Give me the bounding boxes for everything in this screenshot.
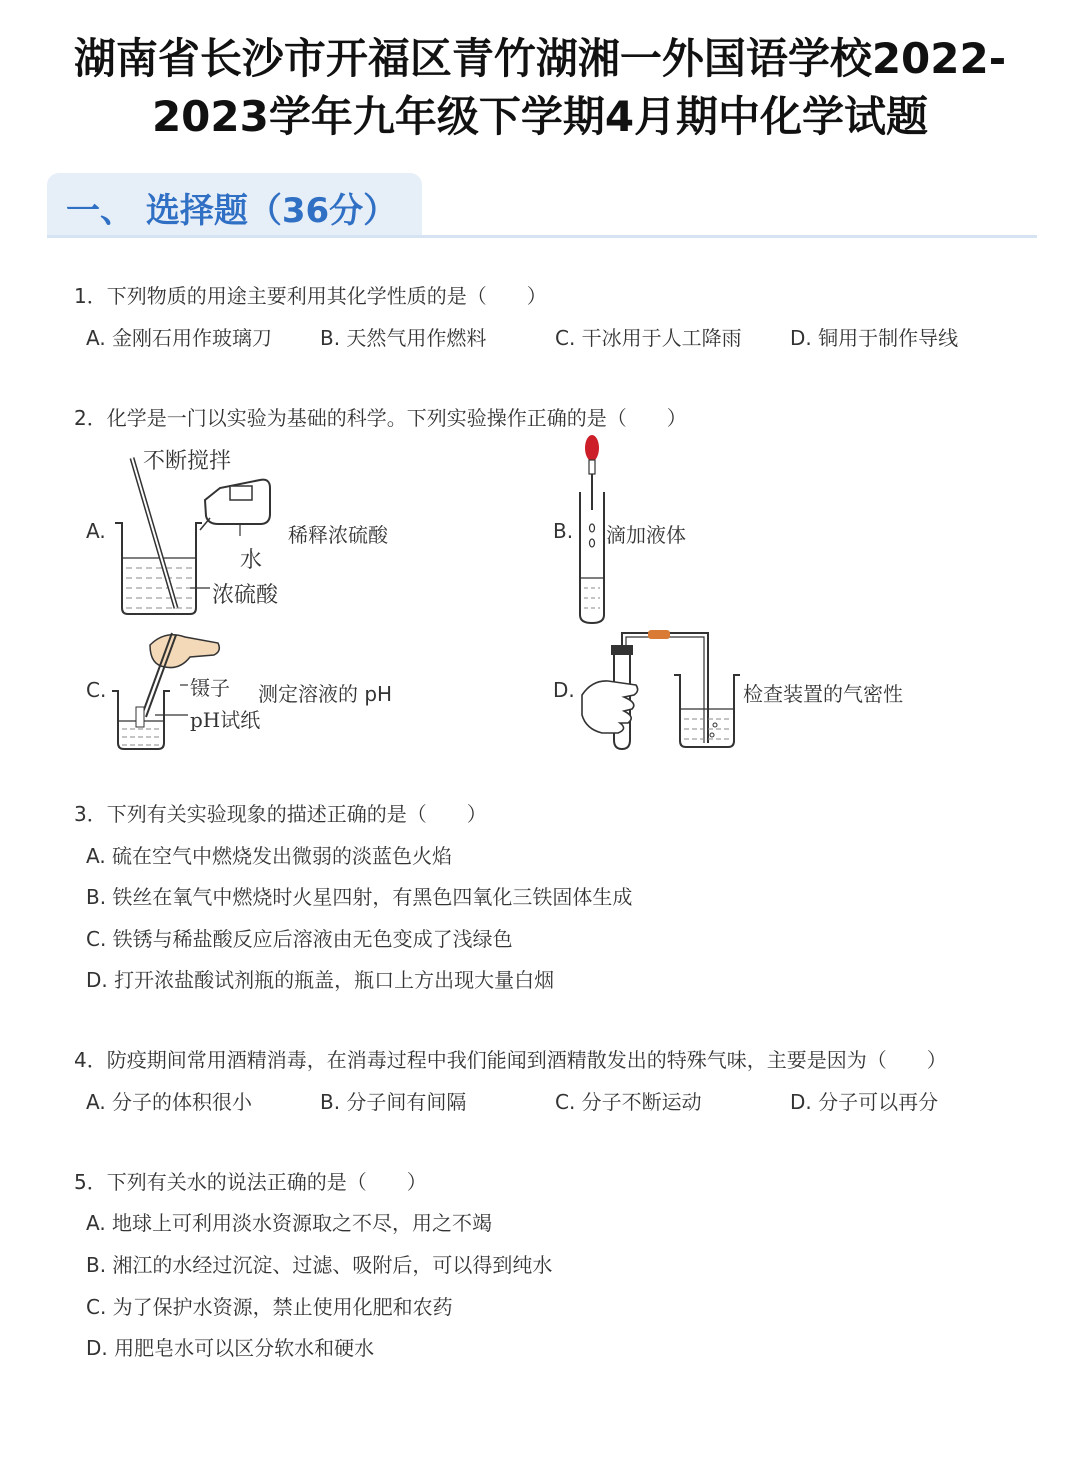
q5-option-c[interactable]: C. 为了保护水资源，禁止使用化肥和农药 bbox=[86, 1295, 453, 1319]
q2-c-label-paper: pH试纸 bbox=[190, 708, 261, 732]
q3-option-d[interactable]: D. 打开浓盐酸试剂瓶的瓶盖，瓶口上方出现大量白烟 bbox=[86, 968, 555, 992]
q1-option-c[interactable]: C. 干冰用于人工降雨 bbox=[555, 326, 742, 350]
q2-option-d-letter[interactable]: D. bbox=[553, 678, 575, 702]
q5-option-d[interactable]: D. 用肥皂水可以区分软水和硬水 bbox=[86, 1336, 375, 1360]
q3-option-a[interactable]: A. 硫在空气中燃烧发出微弱的淡蓝色火焰 bbox=[86, 844, 453, 868]
q2-a-label-water: 水 bbox=[240, 548, 263, 573]
page-title bbox=[40, 30, 1040, 146]
q3-option-c[interactable]: C. 铁锈与稀盐酸反应后溶液由无色变成了浅绿色 bbox=[86, 927, 513, 951]
section-title: 一、 选择题（36分） bbox=[66, 191, 398, 231]
q2-c-caption: 测定溶液的 pH bbox=[258, 682, 393, 706]
q1-option-b[interactable]: B. 天然气用作燃料 bbox=[320, 326, 487, 350]
q2-a-caption: 稀释浓硫酸 bbox=[288, 523, 388, 547]
title-line-2: 2023学年九年级下学期4月期中化学试题 bbox=[151, 92, 929, 141]
q4-option-d[interactable]: D. 分子可以再分 bbox=[790, 1090, 939, 1114]
q2-option-c-letter[interactable]: C. bbox=[86, 678, 107, 702]
q2-option-a-letter[interactable]: A. bbox=[86, 519, 106, 543]
q1-option-a[interactable]: A. 金刚石用作玻璃刀 bbox=[86, 326, 273, 350]
q2-b-caption: 滴加液体 bbox=[606, 523, 686, 547]
q2-a-label-acid: 浓硫酸 bbox=[212, 583, 279, 608]
q2-stem: 2．化学是一门以实验为基础的科学。下列实验操作正确的是（ ） bbox=[74, 406, 687, 430]
q1-option-d[interactable]: D. 铜用于制作导线 bbox=[790, 326, 959, 350]
q3-option-b[interactable]: B. 铁丝在氧气中燃烧时火星四射，有黑色四氧化三铁固体生成 bbox=[86, 885, 633, 909]
q4-option-c[interactable]: C. 分子不断运动 bbox=[555, 1090, 702, 1114]
q3-stem: 3．下列有关实验现象的描述正确的是（ ） bbox=[74, 802, 487, 826]
q4-option-a[interactable]: A. 分子的体积很小 bbox=[86, 1090, 253, 1114]
q2-figure-d-airtight bbox=[578, 625, 748, 755]
q5-option-a[interactable]: A. 地球上可利用淡水资源取之不尽，用之不竭 bbox=[86, 1211, 493, 1235]
section-divider bbox=[47, 235, 1037, 238]
title-line-1: 湖南省长沙市开福区青竹湖湘一外国语学校2022- bbox=[73, 34, 1007, 83]
q5-stem: 5．下列有关水的说法正确的是（ ） bbox=[74, 1170, 427, 1194]
q5-option-b[interactable]: B. 湘江的水经过沉淀、过滤、吸附后，可以得到纯水 bbox=[86, 1253, 553, 1277]
q4-option-b[interactable]: B. 分子间有间隔 bbox=[320, 1090, 467, 1114]
q1-stem: 1．下列物质的用途主要利用其化学性质的是（ ） bbox=[74, 284, 547, 308]
q2-d-caption: 检查装置的气密性 bbox=[743, 682, 903, 706]
q2-a-label-stir: 不断搅拌 bbox=[143, 449, 232, 474]
q4-stem: 4．防疫期间常用酒精消毒，在消毒过程中我们能闻到酒精散发出的特殊气味，主要是因为（ ） bbox=[74, 1048, 947, 1072]
q2-option-b-letter[interactable]: B. bbox=[553, 519, 574, 543]
q2-c-label-tweezers: 镊子 bbox=[190, 676, 230, 700]
